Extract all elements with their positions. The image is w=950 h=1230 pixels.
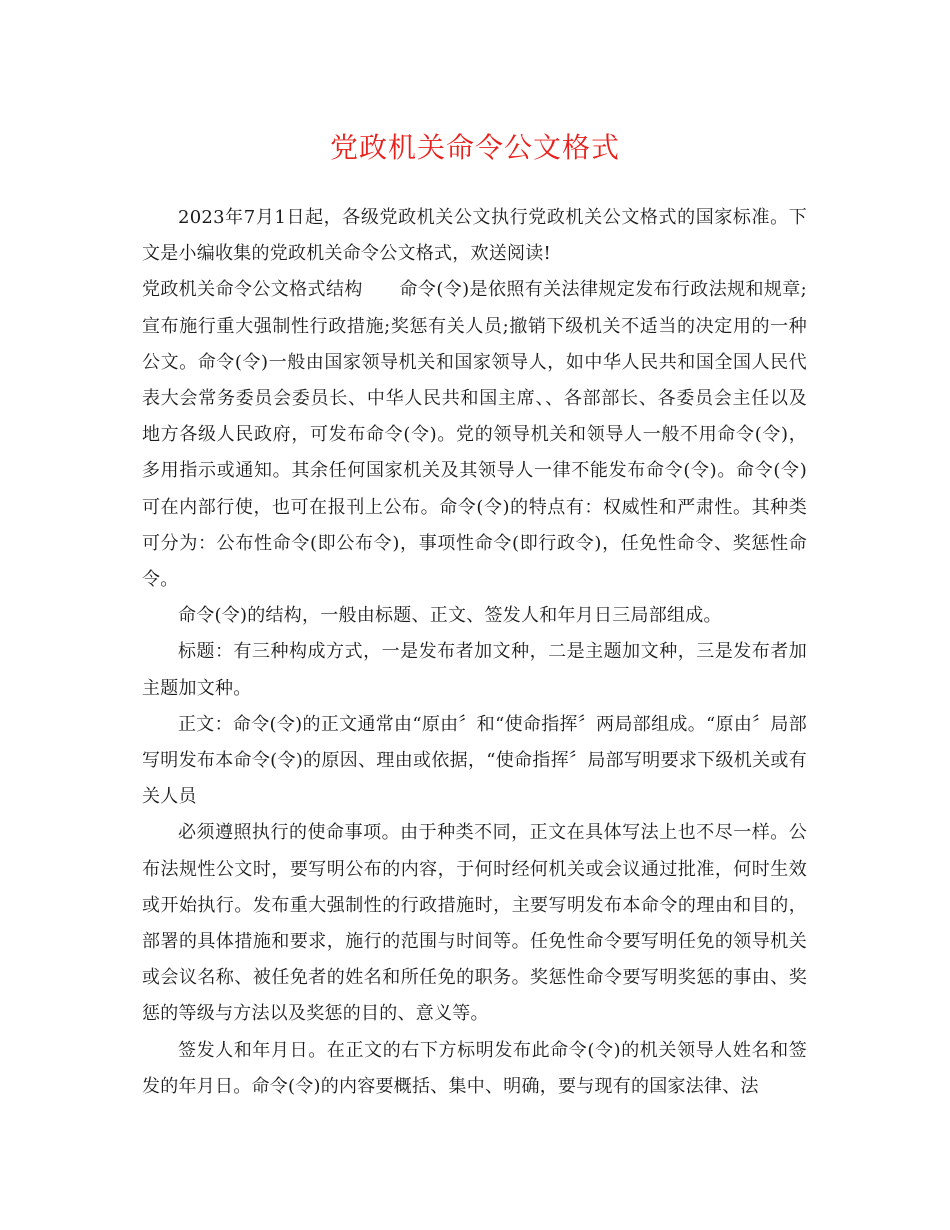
document-title: 党政机关命令公文格式: [329, 131, 620, 164]
paragraph-main-text: 正文：命令(令)的正文通常由“原由〞和“使命指挥〞两局部组成。“原由〞局部写明发布本命令(令)的原因、理由或依据，“使命指挥〞局部写明要求下级机关或有关人员: [142, 713, 807, 808]
paragraph-composition: 命令(令)的结构，一般由标题、正文、签发人和年月日三局部组成。: [178, 605, 722, 627]
paragraph-requirements: 必须遵照执行的使命事项。由于种类不同，正文在具体写法上也不尽一样。公布法规性公文时，要写明公布的内容，于何时经何机关或会议通过批准，何时生效或开始执行。发布重大强制性的行政措施时，主要写明发布本命令的理由和目的，部署的具体措施和要求，施行的范围与时间等。任免性命令要写明任免的领导机关或会议名称、被任免者的姓名和所任免的职务。奖惩性命令要写明奖惩的事由、奖惩的等级与方法以及奖惩的目的、意义等。: [142, 822, 807, 1025]
document-body: [142, 200, 807, 1105]
paragraph-heading: 标题：有三种构成方式，一是发布者加文种，二是主题加文种，三是发布者加主题加文种。: [142, 641, 807, 699]
paragraph-intro: 2023年7月1日起，各级党政机关公文执行党政机关公文格式的国家标准。下文是小编收集的党政机关命令公文格式，欢送阅读!: [142, 207, 807, 265]
paragraph-signatory: 签发人和年月日。在正文的右下方标明发布此命令(令)的机关领导人姓名和签发的年月日。命令(令)的内容要概括、集中、明确，要与现有的国家法律、法: [142, 1039, 807, 1097]
paragraph-structure: 党政机关命令公文格式结构 命令(令)是依照有关法律规定发布行政法规和规章;宣布施行重大强制性行政措施;奖惩有关人员;撤销下级机关不适当的决定用的一种公文。命令(令)一般由国家领导机关和国家领导人，如中华人民共和国全国人民代表大会常务委员会委员长、中华人民共和国主席、、各部部长、各委员会主任以及地方各级人民政府，可发布命令(令)。党的领导机关和领导人一般不用命令(令)，多用指示或通知。其余任何国家机关及其领导人一律不能发布命令(令)。命令(令)可在内部行使，也可在报刊上公布。命令(令)的特点有：权威性和严肃性。其种类可分为：公布性命令(即公布令)，事项性命令(即行政令)，任免性命令、奖惩性命令。: [142, 279, 807, 591]
